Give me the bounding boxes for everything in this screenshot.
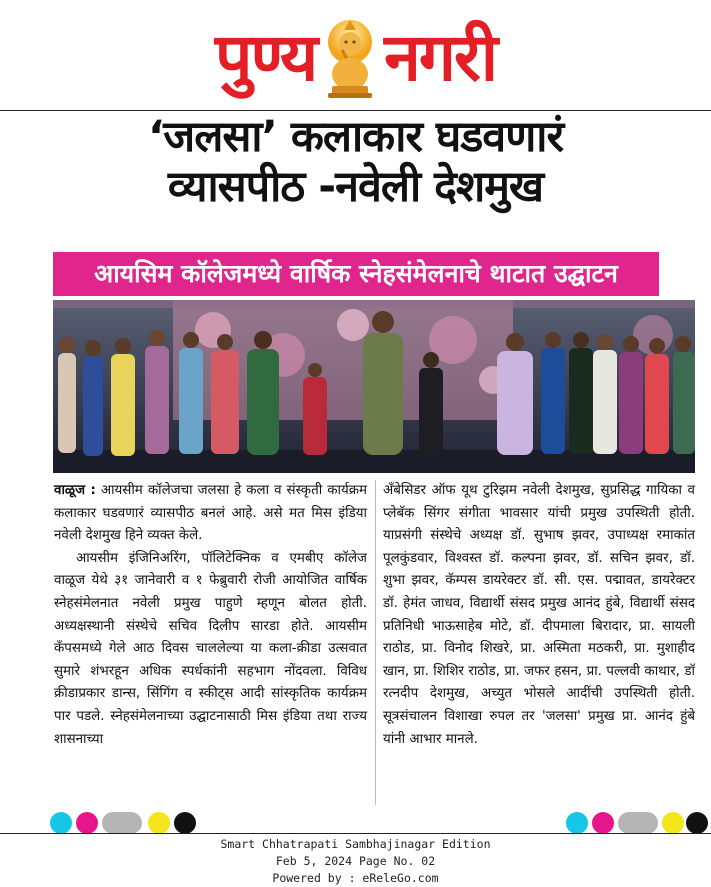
page-footer xyxy=(0,836,711,887)
registration-dot-cyan xyxy=(50,812,72,834)
brand-word-2: नगरी xyxy=(384,18,496,96)
article-left-column xyxy=(54,480,367,751)
event-photo-illustration xyxy=(53,300,695,473)
article-paragraph: आयसीम इंजिनिअरिंग, पॉलिटेक्निक व एमबीए कॉलेज वाळूज येथे ३१ जानेवारी व १ फेब्रुवारी रोजी आयोजित वार्षिक स्नेहसंमेलनात नवेली प्रमुख पाहुणे म्हणून बोलत होती. अध्यक्षस्थानी संस्थेचे सचिव दिलीप सारडा होते. आयसीम कॅंपसमध्ये गेले आठ दिवस चाललेल्या या कला-क्रीडा उत्सवात सुमारे शंभरहून अधिक स्पर्धकांनी सहभाग नोंदवला. विविध क्रीडाप्रकार डान्स, सिंगिंग व स्कीट्स आदी सांस्कृतिक कार्यक्रम पार पडले. स्नेहसंमेलनाच्या उद्घाटनासाठी मिस इंडिया तथा राज्य शासनाच्या xyxy=(54,550,367,747)
article-paragraph xyxy=(54,480,367,548)
event-photo xyxy=(53,300,695,473)
article-right-column xyxy=(383,480,695,751)
registration-dot-black xyxy=(686,812,708,834)
registration-dot-grey xyxy=(102,812,142,834)
registration-dot-yellow xyxy=(662,812,684,834)
article-paragraph: अँबेसिडर ऑफ यूथ टुरिझम नवेली देशमुख, सुप्रसिद्ध गायिका व प्लेबॅक सिंगर संगीता भावसार यांची प्रमुख उपस्थिती होती. याप्रसंगी संस्थेचे अध्यक्ष डॉ. सुभाष झवर, उपाध्यक्ष रमाकांत पूलकुंडवार, विश्वस्त डॉ. कल्पना झवर, डॉ. सचिन झवर, डॉ. शुभा झवर, कॅम्पस डायरेक्टर डॉ. सी. एस. पद्मावत, डायरेक्टर डॉ. हेमंत जाधव, विद्यार्थी संसद प्रमुख आनंद हुंबे, विद्यार्थी संसद प्रतिनिधी भाऊसाहेब मोटे, डॉ. दीपमाला बिरादार, प्रा. सायली राठोड, प्रा. विनोद शिखरे, प्रा. अस्मिता मठकरी, प्रा. मुशाहीद खान, प्रा. शिशिर राठोड, प्रा. जफर हसन, प्रा. पल्लवी काथार, डॉ रत्नदीप देशमुख, अच्युत भोसले आदींची उपस्थिती होती. सूत्रसंचालन विशाखा रुपल तर 'जलसा' प्रमुख प्रा. आनंद हुंबे यांनी आभार मानले. xyxy=(383,483,695,747)
masthead-divider xyxy=(0,110,711,111)
powered-by-link[interactable]: Powered by : eReleGo.com xyxy=(272,871,439,885)
edition-label: Smart Chhatrapati Sambhajinagar Edition xyxy=(220,837,491,851)
registration-dot-black xyxy=(174,812,196,834)
headline xyxy=(20,112,691,212)
date-page-label: Feb 5, 2024 Page No. 02 xyxy=(275,854,436,868)
masthead xyxy=(0,0,711,110)
article-paragraph-text: आयसीम कॉलेजचा जलसा हे कला व संस्कृती कार्यक्रम कलाकार घडवणारं व्यासपीठ बनलं आहे. असे मत मिस इंडिया नवेली देशमुख हिने व्यक्त केले. xyxy=(54,483,368,544)
newspaper-brand[interactable] xyxy=(0,8,711,104)
registration-dot-magenta xyxy=(592,812,614,834)
brand-word-1: पुण्य xyxy=(214,18,317,96)
ganesha-icon xyxy=(320,16,380,100)
headline-line-1: ‘जलसा’ कलाकार घडवणारं xyxy=(147,112,564,162)
registration-dot-cyan xyxy=(566,812,588,834)
registration-marks-right xyxy=(562,812,711,834)
registration-dot-grey xyxy=(618,812,658,834)
registration-marks-left xyxy=(50,812,200,834)
dateline: वाळूज : xyxy=(54,483,96,498)
subheadline-banner: आयसिम कॉलेजमध्ये वार्षिक स्नेहसंमेलनाचे थाटात उद्घाटन xyxy=(53,252,659,296)
column-divider xyxy=(375,480,376,805)
headline-line-2: व्यासपीठ -नवेली देशमुख xyxy=(167,162,544,212)
footer-divider xyxy=(0,833,711,834)
registration-dot-magenta xyxy=(76,812,98,834)
registration-dot-yellow xyxy=(148,812,170,834)
